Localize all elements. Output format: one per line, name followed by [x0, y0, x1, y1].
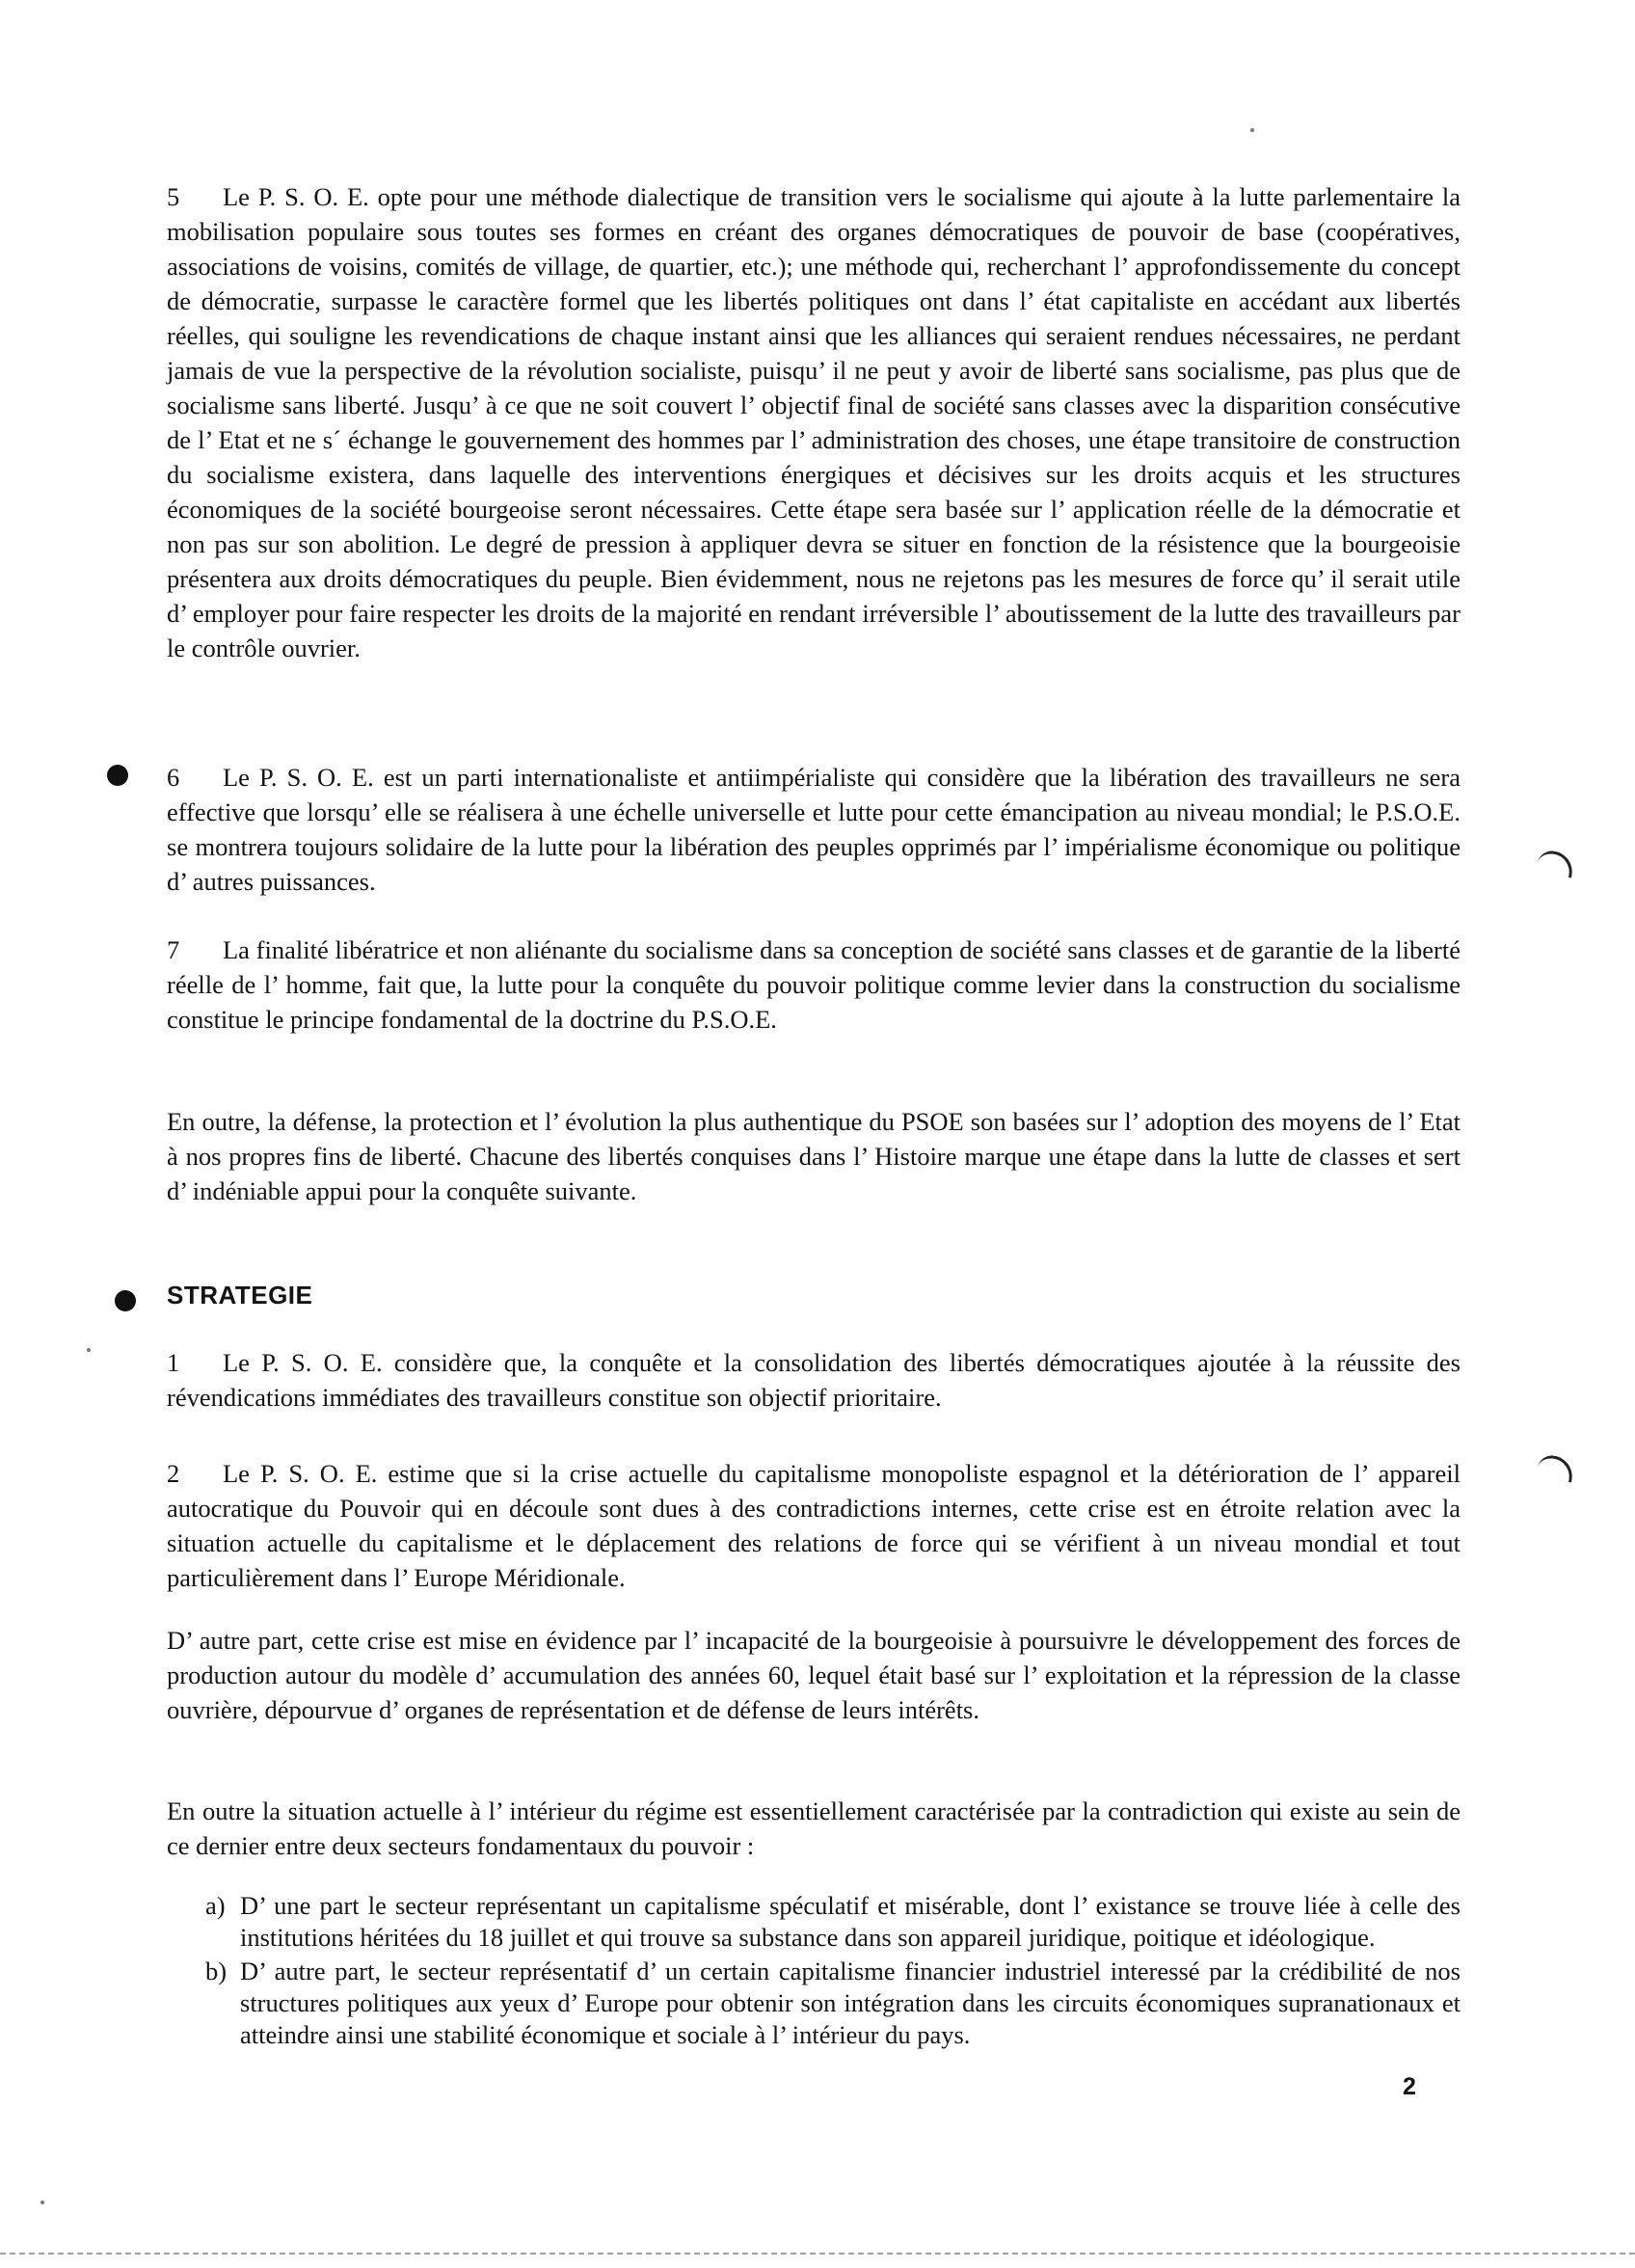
- paragraph-text: En outre la situation actuelle à l’ intérieur du régime est essentiellement caractérisée par la contradiction qui existe au sein de ce dernier entre deux secteurs fondamentaux du pouvoir :: [167, 1796, 1461, 1860]
- list-item: [205, 1956, 1461, 2051]
- list-item: [205, 1890, 1461, 1954]
- paragraph-number: 6: [167, 763, 180, 792]
- paragraph-number: 5: [167, 182, 180, 211]
- paragraph-text: Le P. S. O. E. estime que si la crise actuelle du capitalisme monopoliste espagnol et la détérioration de l’ appareil autocratique du Pouvoir qui en découle sont dues à des contradictions internes, cette crise est en étroite relation avec la situation actuelle du capitalisme et le déplacement des relations de force qui se vérifient à un niveau mondial et tout particulièrement dans l’ Europe Méridionale.: [167, 1459, 1461, 1592]
- paragraph-number: 2: [167, 1459, 180, 1488]
- strategy-paragraph-en-outre: [167, 1794, 1461, 1863]
- paragraph-number: 7: [167, 935, 180, 964]
- paragraph-text: En outre, la défense, la protection et l’ évolution la plus authentique du PSOE son basées sur l’ adoption des moyens de l’ Etat à nos propres fins de liberté. Chacune des libertés conquises dans l’ Histoire marque une étape dans la lutte de classes et sert d’ indéniable appui pour la conquête suivante.: [167, 1107, 1461, 1205]
- list-item-text: D’ autre part, le secteur représentatif d’ un certain capitalisme financier industriel interessé par la crédibilité de nos structures politiques aux yeux d’ Europe pour obtenir son intégration dans les circuits économiques supranationaux et atteindre ainsi une stabilité économique et sociale à l’ intérieur du pays.: [240, 1957, 1461, 2049]
- paragraph-text: La finalité libératrice et non aliénante du socialisme dans sa conception de société sans classes et de garantie de la liberté réelle de l’ homme, fait que, la lutte pour la conquête du pouvoir politique comme levier dans la construction du socialisme constitue le principe fondamental de la doctrine du P.S.O.E.: [167, 935, 1461, 1034]
- paragraph-number: 1: [167, 1348, 180, 1377]
- scan-speck: [40, 2200, 44, 2204]
- margin-bullet-icon: [107, 765, 128, 786]
- paragraph-text: D’ autre part, cette crise est mise en évidence par l’ incapacité de la bourgeoisie à poursuivre le développement des forces de production autour du modèle d’ accumulation des années 60, lequel était basé sur l’ exploitation et la répression de la classe ouvrière, dépourvue d’ organes de représentation et de défense de leurs intérêts.: [167, 1626, 1461, 1724]
- paragraph-5: [167, 179, 1461, 665]
- list-item-label: a): [205, 1891, 226, 1920]
- strategy-paragraph-2: [167, 1456, 1461, 1595]
- strategy-paragraph-1: [167, 1345, 1461, 1415]
- list-item-label: b): [205, 1957, 228, 1985]
- paragraph-text: Le P. S. O. E. opte pour une méthode dialectique de transition vers le socialisme qui ajoute à la lutte parlementaire la mobilisation populaire sous toutes ses formes en créant des organes démocratiques de pouvoir de base (coopératives, associations de voisins, comités de village, de quartier, etc.); une méthode qui, recherchant l’ approfondissemente du concept de démocratie, surpasse le caractère formel que les libertés politiques ont dans l’ état capitaliste en accédant aux libertés réelles, qui souligne les revendications de chaque instant ainsi que les alliances qui seraient rendues nécessaires, ne perdant jamais de vue la perspective de la révolution socialiste, puisqu’ il ne peut y avoir de liberté sans socialisme, pas plus que de socialisme sans liberté. Jusqu’ à ce que ne soit couvert l’ objectif final de société sans classes avec la disparition consécutive de l’ Etat et ne s´ échange le gouvernement des hommes par l’ administration des choses, une étape transitoire de construction du socialisme existera, dans laquelle des interventions énergiques et décisives sur les droits acquis et les structures économiques de la société bourgeoise seront nécessaires. Cette étape sera basée sur l’ application réelle de la démocratie et non pas sur son abolition. Le degré de pression à appliquer devra se situer en fonction de la résistence que la bourgeoisie présentera aux droits démocratiques du peuple. Bien évidemment, nous ne rejetons pas les mesures de force qu’ il serait utile d’ employer pour faire respecter les droits de la majorité en rendant irréversible l’ aboutissement de la lutte des travailleurs par le contrôle ouvrier.: [167, 182, 1461, 662]
- scan-speck: [1250, 128, 1254, 132]
- strategy-paragraph-autre-part: [167, 1623, 1461, 1727]
- page-number: 2: [1403, 2073, 1416, 2100]
- paragraph-text: Le P. S. O. E. est un parti internationaliste et antiimpérialiste qui considère que la libération des travailleurs ne sera effective que lorsqu’ elle se réalisera à une échelle universelle et lutte pour cette émancipation au niveau mondial; le P.S.O.E. se montrera toujours solidaire de la lutte pour la libération des peuples opprimés par l’ impérialisme économique ou politique d’ autres puissances.: [167, 763, 1461, 896]
- sector-list: [205, 1890, 1461, 2051]
- scan-edge-rule: [0, 2253, 1635, 2254]
- margin-bullet-icon: [115, 1290, 136, 1311]
- paragraph-7: [167, 932, 1461, 1037]
- paragraph-text: Le P. S. O. E. considère que, la conquête et la consolidation des libertés démocratiques ajoutée à la réussite des révendications immédiates des travailleurs constitue son objectif prioritaire.: [167, 1348, 1461, 1412]
- paragraph-en-outre: [167, 1104, 1461, 1208]
- scan-speck: [87, 1348, 91, 1352]
- section-heading: STRATEGIE: [167, 1281, 313, 1310]
- margin-bracket-icon: [1536, 850, 1574, 878]
- margin-bracket-icon: [1536, 1454, 1574, 1483]
- list-item-text: D’ une part le secteur représentant un capitalisme spéculatif et misérable, dont l’ existance se trouve liée à celle des institutions héritées du 18 juillet et qui trouve sa substance dans son appareil juridique, poitique et idéologique.: [240, 1891, 1461, 1952]
- paragraph-6: [167, 760, 1461, 899]
